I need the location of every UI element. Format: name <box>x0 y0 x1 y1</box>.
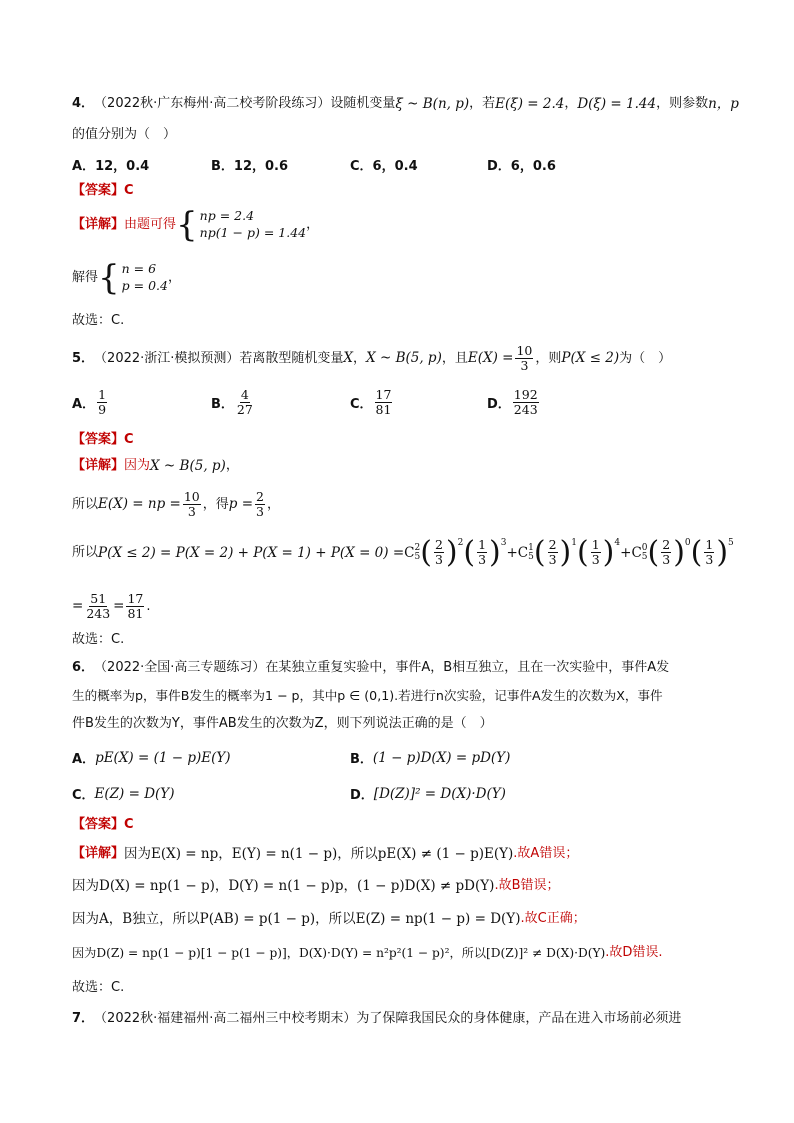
detail-text: 所以 <box>72 496 99 512</box>
q6-detail-math: 因为E(X) = np，E(Y) = n(1 − p)，所以pE(X) ≠ (1 − p)E(Y) <box>124 846 514 862</box>
q6-conclusion: 故选：C. <box>72 980 125 995</box>
equation: np = 2.4 <box>199 208 255 224</box>
denominator: 3 <box>548 552 557 568</box>
power-group <box>463 535 507 570</box>
q5-stem-text: ，则 <box>535 350 562 366</box>
option-label: B． <box>211 159 234 174</box>
right-paren: ) <box>673 535 685 570</box>
numerator: 2 <box>256 489 264 504</box>
numerator: 1 <box>98 387 107 402</box>
q5-probability: P(X ≤ 2) <box>561 350 620 367</box>
q6-detail-line3 <box>72 911 734 928</box>
q4-option-c[interactable] <box>350 155 418 174</box>
q5-p: p = <box>228 496 254 513</box>
q6-detail-line1 <box>72 846 734 863</box>
left-brace: { <box>98 258 120 298</box>
q5-stem-text: ，且 <box>441 350 468 366</box>
answer-value: C <box>124 183 134 198</box>
numerator: 51 <box>90 591 107 606</box>
q5-detail-line2 <box>72 490 734 520</box>
left-paren: ( <box>690 535 703 570</box>
q5-detail-line1 <box>72 458 734 475</box>
q6-source: （2022·全国·高三专题练习） <box>94 660 266 675</box>
numerator: 17 <box>127 591 144 606</box>
numerator: 1 <box>705 537 714 552</box>
q4-stem-text: 设随机变量 <box>330 96 396 112</box>
q4-option-b[interactable] <box>211 155 288 174</box>
numerator: 2 <box>434 537 443 552</box>
right-paren: ) <box>716 535 729 570</box>
q6-stem-text: 在某独立重复实验中，事件A，B相互独立，且在一次实验中，事件A发 <box>265 660 670 675</box>
denominator: 9 <box>98 402 107 418</box>
q5-stem-text: 为（ ） <box>619 350 672 366</box>
binomial-terms <box>404 535 734 570</box>
q5-distribution: X ~ B(5, p) <box>150 458 226 474</box>
option-label: C． <box>72 788 95 803</box>
q5-stem <box>72 344 734 374</box>
exponent: 1 <box>571 538 577 548</box>
exponent: 4 <box>614 538 621 548</box>
numerator: 2 <box>548 537 557 552</box>
punct: ， <box>225 458 239 474</box>
punct: ， <box>306 216 320 232</box>
q4-source: （2022秋·广东梅州·高二校考阶段练习） <box>94 96 331 112</box>
denominator: 3 <box>662 552 671 568</box>
detail-text: ，得 <box>202 496 229 512</box>
detail-tag: 【详解】 <box>72 846 125 862</box>
fraction <box>434 538 444 568</box>
fraction <box>255 490 265 520</box>
equation: np(1 − p) = 1.44 <box>199 225 307 240</box>
combination-sup: 0 <box>641 543 648 553</box>
q6-detail-verdict: .故C正确； <box>520 911 586 927</box>
option-fraction <box>375 388 393 418</box>
power-group <box>647 535 691 570</box>
q6-detail-line4 <box>72 945 734 961</box>
denominator: 3 <box>478 552 487 568</box>
q5-answer <box>72 432 734 448</box>
equation: p = 0.4 <box>121 278 168 293</box>
combination-symbol: C <box>631 544 642 561</box>
numerator: 10 <box>516 343 533 358</box>
q5-option-a[interactable] <box>72 388 109 418</box>
q5-source: （2022·浙江·模拟预测） <box>94 350 240 366</box>
q6-detail-line2 <box>72 878 734 895</box>
q4-answer <box>72 183 734 199</box>
denominator: 3 <box>187 504 196 520</box>
option-label: D． <box>487 159 511 174</box>
option-label: D． <box>350 788 374 803</box>
q7-stem-line1 <box>72 1011 734 1027</box>
option-label: B． <box>211 397 234 413</box>
left-paren: ( <box>420 535 432 570</box>
combination-sub: 5 <box>641 552 648 562</box>
plus-sign: + <box>506 544 518 561</box>
answer-tag: 【答案】 <box>72 432 125 447</box>
detail-text: 所以 <box>72 544 99 560</box>
q5-option-c[interactable] <box>350 388 394 418</box>
left-paren: ( <box>463 535 476 570</box>
q7-number: 7． <box>72 1011 95 1026</box>
option-text: 12，0.6 <box>233 159 289 174</box>
exponent: 0 <box>684 538 691 548</box>
q4-expectation: E(ξ) = 2.4 <box>495 96 565 112</box>
q6-stem-line3: 件B发生的次数为Y，事件AB发生的次数为Z，则下列说法正确的是（ ） <box>72 716 493 731</box>
equation-system-1 <box>200 208 306 242</box>
q6-detail-math: 因为D(X) = np(1 − p)，D(Y) = n(1 − p)p，(1 − p)D(X) ≠ pD(Y) <box>72 878 495 894</box>
answer-value: C <box>124 432 134 447</box>
option-fraction <box>236 388 254 418</box>
option-text: pE(X) = (1 − p)E(Y) <box>95 749 231 766</box>
detail-text: 由题可得 <box>124 216 177 232</box>
q6-detail-verdict: .故D错误. <box>605 945 663 960</box>
option-label: B． <box>350 752 373 767</box>
q5-conclusion: 故选：C. <box>72 632 125 647</box>
denominator: 81 <box>375 402 392 418</box>
q5-fraction <box>515 344 533 374</box>
q5-distribution: X ~ B(5, p) <box>366 350 442 367</box>
right-paren: ) <box>602 535 615 570</box>
numerator: 10 <box>183 489 200 504</box>
q5-expectation: E(X) = <box>467 350 514 367</box>
fraction <box>85 592 111 622</box>
power-group <box>577 535 621 570</box>
q5-stem-text: 若离散型随机变量 <box>239 350 344 366</box>
power-group <box>533 535 577 570</box>
q4-stem-text: ，若 <box>469 96 496 112</box>
q4-stem-text: ， <box>564 96 578 112</box>
combination <box>518 544 534 562</box>
combination-sup: 2 <box>414 543 421 553</box>
q6-detail-math: 因为D(Z) = np(1 − p)[1 − p(1 − p)]，D(X)·D(Y) = n²p²(1 − p)²，所以[D(Z)]² ≠ D(X)·D(Y) <box>72 945 606 960</box>
combination-symbol: C <box>517 544 529 561</box>
q4-variance: D(ξ) = 1.44 <box>577 96 657 112</box>
option-label: A． <box>72 159 96 174</box>
option-label: D． <box>487 397 511 413</box>
q5-option-b[interactable] <box>211 388 256 418</box>
option-label: C． <box>350 397 373 413</box>
q4-detail-line2 <box>72 258 734 298</box>
left-brace: { <box>176 205 198 245</box>
denominator: 27 <box>236 402 253 418</box>
exponent: 3 <box>500 538 507 548</box>
numerator: 1 <box>591 537 600 552</box>
combination <box>404 544 420 562</box>
detail-tag: 【详解】 <box>72 458 125 474</box>
option-fraction <box>97 388 107 418</box>
fraction <box>477 538 487 568</box>
answer-value: C <box>124 817 134 832</box>
combination-sup: 1 <box>528 543 534 553</box>
denominator: 243 <box>513 402 538 418</box>
q4-params: n，p <box>708 96 739 112</box>
option-text: (1 − p)D(X) = pD(Y) <box>372 749 511 766</box>
power-group <box>690 535 734 570</box>
q6-number: 6． <box>72 660 95 675</box>
q5-detail-line4 <box>72 592 734 622</box>
fraction <box>704 538 714 568</box>
denominator: 3 <box>520 358 529 374</box>
detail-text: 因为 <box>124 458 151 474</box>
q4-stem-line2: 的值分别为（ ） <box>72 127 177 142</box>
option-label: C． <box>350 159 373 174</box>
q6-option-c[interactable] <box>72 784 174 803</box>
numerator: 192 <box>513 387 538 402</box>
left-paren: ( <box>533 535 546 570</box>
q4-conclusion: 故选：C. <box>72 313 125 328</box>
q6-detail-verdict: .故B错误； <box>494 878 560 894</box>
q4-option-d[interactable] <box>487 155 556 174</box>
detail-tag: 【详解】 <box>72 216 125 232</box>
q7-stem-text: 为了保障我国民众的身体健康，产品在进入市场前必须进 <box>356 1011 682 1026</box>
numerator: 1 <box>478 537 487 552</box>
option-text: 6，0.4 <box>372 159 418 174</box>
q6-answer <box>72 817 734 833</box>
option-text: 12，0.4 <box>95 159 150 174</box>
fraction <box>183 490 201 520</box>
detail-text: 解得 <box>72 269 99 285</box>
q5-probability-sum: P(X ≤ 2) = P(X = 2) + P(X = 1) + P(X = 0) = <box>98 544 405 561</box>
punct: ， <box>266 496 280 512</box>
combination <box>631 544 647 562</box>
denominator: 3 <box>705 552 714 568</box>
option-text: [D(Z)]² = D(X)·D(Y) <box>373 785 506 802</box>
fraction <box>126 592 144 622</box>
answer-tag: 【答案】 <box>72 183 125 198</box>
option-text: 6，0.6 <box>510 159 556 174</box>
answer-tag: 【答案】 <box>72 817 125 832</box>
punct: . <box>146 598 151 614</box>
q6-stem-line1 <box>72 660 734 676</box>
q6-detail-math: 因为A，B独立，所以P(AB) = p(1 − p)，所以E(Z) = np(1 − p) = D(Y) <box>72 911 521 927</box>
denominator: 3 <box>591 552 600 568</box>
q5-number: 5． <box>72 350 95 366</box>
option-label: A． <box>72 752 96 767</box>
fraction <box>548 538 558 568</box>
right-paren: ) <box>559 535 572 570</box>
exponent: 2 <box>457 538 464 548</box>
equation-system-2 <box>122 261 168 295</box>
combination-symbol: C <box>404 544 415 561</box>
fraction <box>591 538 601 568</box>
right-paren: ) <box>489 535 501 570</box>
combination-sub: 5 <box>414 552 421 562</box>
plus-sign: + <box>620 544 632 561</box>
q4-detail-line1 <box>72 205 734 245</box>
option-label: A． <box>72 397 96 413</box>
denominator: 3 <box>256 504 264 520</box>
q4-number: 4． <box>72 96 95 112</box>
equals: = <box>72 598 84 615</box>
q4-stem-text: ，则参数 <box>656 96 709 112</box>
left-paren: ( <box>577 535 589 570</box>
q7-source: （2022秋·福建福州·高二福州三中校考期末） <box>94 1011 357 1026</box>
punct: ， <box>167 269 181 285</box>
q5-variable: X <box>343 350 354 367</box>
equals: = <box>113 598 125 615</box>
fraction <box>661 538 671 568</box>
q5-option-d[interactable] <box>487 388 541 418</box>
q5-expectation: E(X) = np = <box>98 496 181 513</box>
denominator: 81 <box>127 606 144 622</box>
q6-option-b[interactable] <box>350 748 510 767</box>
q6-option-a[interactable] <box>72 748 231 767</box>
denominator: 3 <box>434 552 443 568</box>
q6-detail-verdict: .故A错误； <box>513 846 579 862</box>
left-paren: ( <box>647 535 660 570</box>
numerator: 2 <box>662 537 671 552</box>
numerator: 17 <box>375 387 392 402</box>
option-text: E(Z) = D(Y) <box>94 785 175 802</box>
power-group <box>420 535 464 570</box>
option-fraction <box>513 388 539 418</box>
denominator: 243 <box>86 606 111 622</box>
q4-stem-line1 <box>72 96 739 113</box>
q4-distribution: ξ ~ B(n, p) <box>395 96 470 112</box>
equation: n = 6 <box>121 261 157 277</box>
q5-stem-text: ， <box>353 350 367 366</box>
q4-option-a[interactable] <box>72 155 149 174</box>
numerator: 4 <box>240 387 249 402</box>
combination-sub: 5 <box>528 552 534 562</box>
exponent: 5 <box>728 538 734 548</box>
right-paren: ) <box>445 535 458 570</box>
q5-detail-line3 <box>72 535 734 570</box>
q6-stem-line2: 生的概率为p，事件B发生的概率为1 − p，其中p ∈ (0,1).若进行n次实验，记事件A发生的次数为X，事件 <box>72 688 663 703</box>
q6-option-d[interactable] <box>350 784 506 803</box>
